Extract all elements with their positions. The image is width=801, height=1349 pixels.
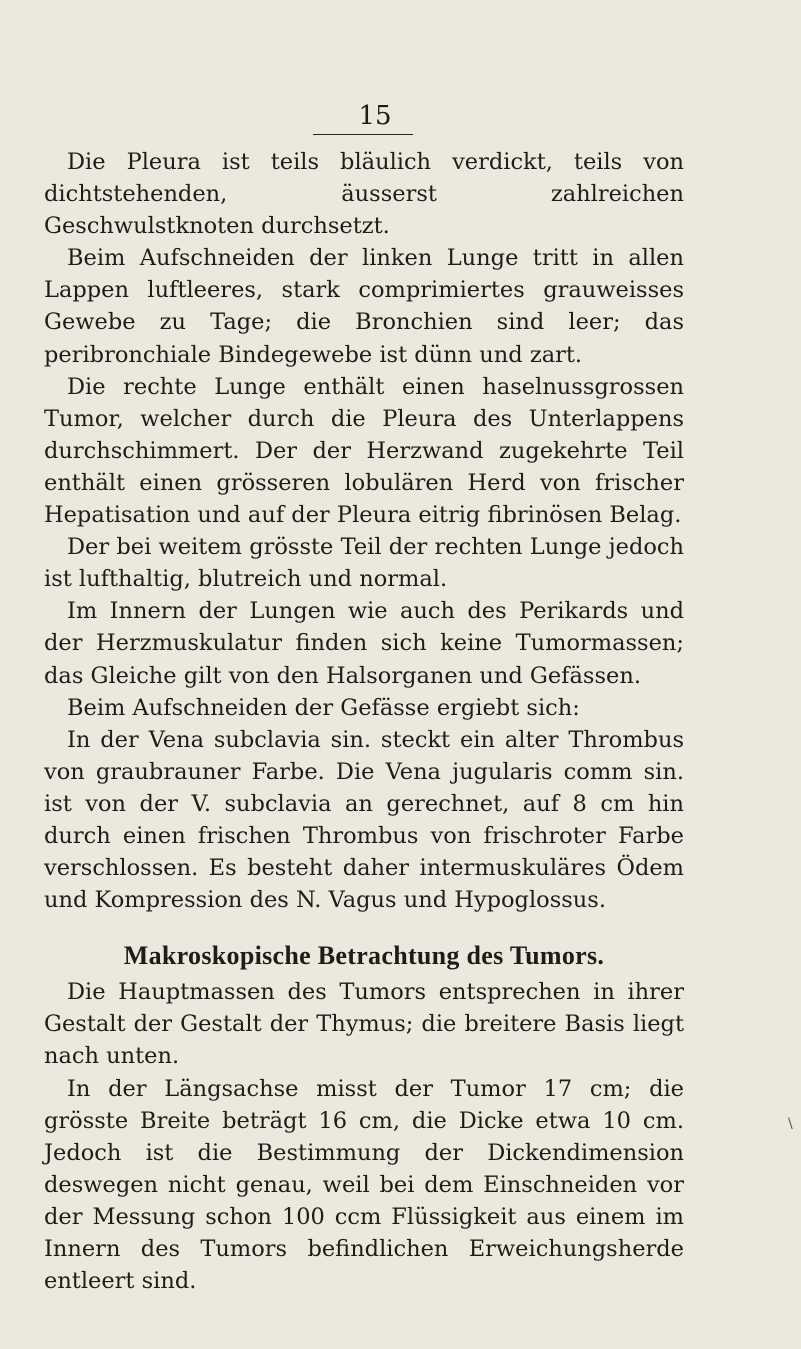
paragraph-tumor-dimensions: In der Längsachse misst der Tumor 17 cm; die grösste Breite beträgt 16 cm, die Dicke etwa 10 cm. Jedoch ist die Bestimmung der Dickendimension deswegen nicht genau, weil bei dem Einschneiden vor der Messung schon 100 ccm Flüssigkeit aus einem im Innern des Tumors befindlichen Erweichungsherde entleert sind. bbox=[44, 1075, 684, 1295]
paragraph-left-lung: Beim Aufschneiden der linken Lunge tritt in allen Lappen luftleeres, stark comprimiertes grauweisses Gewebe zu Tage; die Bronchien sind leer; das peribronchiale Bindegewebe ist dünn und zart. bbox=[44, 245, 684, 368]
margin-mark: \ bbox=[788, 1116, 793, 1132]
paragraph-vessels-intro: Beim Aufschneiden der Gefässe ergiebt sich: bbox=[67, 694, 580, 721]
page-number: 15 bbox=[358, 101, 392, 131]
paragraph-pleura: Die Pleura ist teils bläulich verdickt, teils von dichtstehenden, äusserst zahlreichen Geschwulstknoten durchsetzt. bbox=[44, 149, 684, 240]
paragraph-tumor-shape: Die Hauptmassen des Tumors entsprechen in ihrer Gestalt der Gestalt der Thymus; die breitere Basis liegt nach unten. bbox=[44, 979, 684, 1070]
paragraph-thrombus: In der Vena subclavia sin. steckt ein alter Thrombus von graubrauner Farbe. Die Vena jugularis comm sin. ist von der V. subclavia an gerechnet, auf 8 cm hin durch einen frischen Thrombus von frischroter Farbe verschlossen. Es besteht daher intermuskuläres Ödem und Kompression des N. Vagus und Hypoglossus. bbox=[44, 726, 684, 914]
paragraph-no-tumor-masses: Im Innern der Lungen wie auch des Perikards und der Herzmuskulatur finden sich keine Tumormassen; das Gleiche gilt von den Halsorganen und Gefässen. bbox=[44, 598, 684, 689]
paragraph-right-lung-tumor: Die rechte Lunge enthält einen haselnussgrossen Tumor, welcher durch die Pleura des Unterlappens durchschimmert. Der der Herzwand zugekehrte Teil enthält einen grösseren lobulären Herd von frischer Hepatisation und auf der Pleura eitrig fibrinösen Belag. bbox=[44, 373, 684, 529]
header-rule bbox=[313, 134, 413, 135]
body-text bbox=[44, 146, 684, 1297]
paragraph-right-lung-normal: Der bei weitem grösste Teil der rechten Lunge jedoch ist lufthaltig, blutreich und normal. bbox=[44, 534, 684, 593]
section-heading: Makroskopische Betrachtung des Tumors. bbox=[123, 941, 605, 971]
